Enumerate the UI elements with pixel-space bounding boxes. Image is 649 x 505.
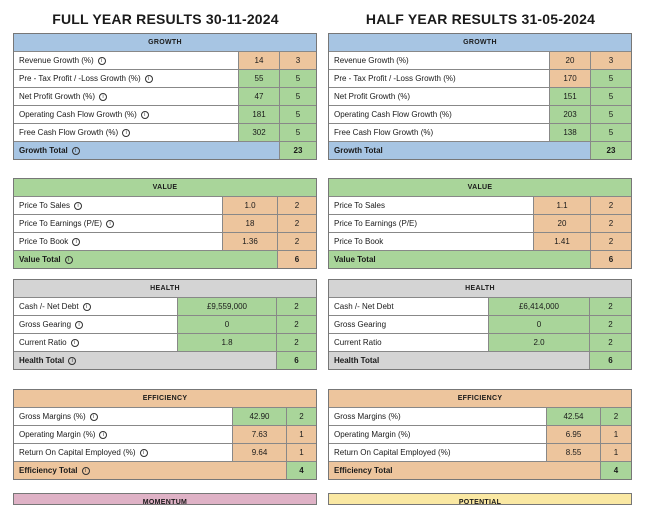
row-label: Pre - Tax Profit / -Loss Growth (%) <box>334 74 456 83</box>
table-row <box>329 407 631 425</box>
total-row <box>329 250 631 268</box>
row-score: 5 <box>590 70 631 87</box>
total-score: 6 <box>590 251 631 268</box>
row-value: 7.63 <box>232 426 286 443</box>
info-icon[interactable]: i <box>122 129 130 137</box>
row-label: Gross Margins (%) <box>19 412 86 421</box>
row-label: Free Cash Flow Growth (%) <box>19 128 119 137</box>
row-score: 2 <box>286 408 316 425</box>
info-icon[interactable]: i <box>90 413 98 421</box>
info-icon[interactable]: i <box>71 339 79 347</box>
row-value: 20 <box>533 215 590 232</box>
total-label: Efficiency Total <box>329 462 600 479</box>
row-value: 1.8 <box>177 334 276 351</box>
half-year-title: HALF YEAR RESULTS 31-05-2024 <box>365 11 596 27</box>
total-row <box>329 351 631 369</box>
info-icon[interactable]: i <box>82 467 90 475</box>
row-value: 1.1 <box>533 197 590 214</box>
value-header: VALUE <box>329 179 631 196</box>
row-label: Return On Capital Employed (%) <box>19 448 136 457</box>
row-value: £6,414,000 <box>488 298 589 315</box>
row-score: 1 <box>286 444 316 461</box>
total-label: Growth Total <box>19 146 68 155</box>
table-row <box>329 123 631 141</box>
table-row <box>329 51 631 69</box>
row-label: Gross Margins (%) <box>329 408 546 425</box>
row-label: Free Cash Flow Growth (%) <box>334 128 434 137</box>
table-row <box>329 214 631 232</box>
table-row <box>14 105 316 123</box>
total-label: Efficiency Total <box>19 466 78 475</box>
row-value: 8.55 <box>546 444 600 461</box>
health-table <box>13 279 317 370</box>
row-score: 2 <box>589 298 631 315</box>
row-score: 5 <box>590 124 631 141</box>
table-row <box>329 443 631 461</box>
row-label: Operating Margin (%) <box>329 426 546 443</box>
full-year-title: FULL YEAR RESULTS 30-11-2024 <box>52 11 279 27</box>
row-score: 2 <box>590 197 631 214</box>
row-score: 2 <box>277 215 316 232</box>
row-label: Operating Cash Flow Growth (%) <box>19 110 137 119</box>
row-value: 42.90 <box>232 408 286 425</box>
table-row <box>329 87 631 105</box>
table-row <box>14 232 316 250</box>
info-icon[interactable]: i <box>98 57 106 65</box>
row-value: 1.36 <box>222 233 277 250</box>
info-icon[interactable]: i <box>99 93 107 101</box>
total-score: 23 <box>279 142 316 159</box>
row-score: 3 <box>279 52 316 69</box>
momentum-header: MOMENTUM <box>14 494 316 505</box>
row-value: 302 <box>238 124 279 141</box>
info-icon[interactable]: i <box>140 449 148 457</box>
info-icon[interactable]: i <box>106 220 114 228</box>
row-score: 2 <box>276 334 316 351</box>
total-label: Growth Total <box>329 142 590 159</box>
table-row <box>14 407 316 425</box>
total-label: Value Total <box>329 251 590 268</box>
row-score: 5 <box>279 124 316 141</box>
table-row <box>14 333 316 351</box>
value-header: VALUE <box>14 179 316 196</box>
row-label: Current Ratio <box>329 334 488 351</box>
row-score: 2 <box>277 233 316 250</box>
total-score: 23 <box>590 142 631 159</box>
total-score: 4 <box>600 462 631 479</box>
row-label: Current Ratio <box>19 338 67 347</box>
row-label: Net Profit Growth (%) <box>334 92 411 101</box>
growth-header: GROWTH <box>329 34 631 51</box>
info-icon[interactable]: i <box>83 303 91 311</box>
row-score: 2 <box>590 233 631 250</box>
row-score: 2 <box>600 408 631 425</box>
total-row <box>329 141 631 159</box>
table-row <box>14 315 316 333</box>
info-icon[interactable]: i <box>74 202 82 210</box>
total-row <box>14 351 316 369</box>
info-icon[interactable]: i <box>72 238 80 246</box>
info-icon[interactable]: i <box>75 321 83 329</box>
row-score: 5 <box>279 88 316 105</box>
row-score: 5 <box>279 70 316 87</box>
row-label: Revenue Growth (%) <box>334 56 409 65</box>
table-row <box>329 69 631 87</box>
row-label: Gross Gearing <box>329 316 488 333</box>
info-icon[interactable]: i <box>145 75 153 83</box>
row-label: Net Profit Growth (%) <box>19 92 96 101</box>
info-icon[interactable]: i <box>141 111 149 119</box>
table-row <box>329 297 631 315</box>
table-row <box>329 315 631 333</box>
row-value: 6.95 <box>546 426 600 443</box>
row-score: 2 <box>277 197 316 214</box>
row-value: 1.0 <box>222 197 277 214</box>
row-value: 2.0 <box>488 334 589 351</box>
efficiency-table <box>13 389 317 480</box>
row-value: 203 <box>549 106 590 123</box>
row-score: 2 <box>589 334 631 351</box>
row-label: Operating Margin (%) <box>19 430 96 439</box>
row-label: Gross Gearing <box>19 320 72 329</box>
growth-table <box>13 33 317 160</box>
row-value: 0 <box>177 316 276 333</box>
row-score: 1 <box>286 426 316 443</box>
row-label: Return On Capital Employed (%) <box>329 444 546 461</box>
row-score: 1 <box>600 426 631 443</box>
row-score: 3 <box>590 52 631 69</box>
table-row <box>14 87 316 105</box>
row-value: 47 <box>238 88 279 105</box>
row-value: 9.64 <box>232 444 286 461</box>
health-header: HEALTH <box>14 280 316 297</box>
momentum-table <box>13 493 317 505</box>
row-score: 2 <box>276 298 316 315</box>
efficiency-header: EFFICIENCY <box>329 390 631 407</box>
total-row <box>14 141 316 159</box>
row-score: 5 <box>590 106 631 123</box>
growth-table <box>328 33 632 160</box>
row-score: 5 <box>279 106 316 123</box>
total-row <box>329 461 631 479</box>
row-value: 1.41 <box>533 233 590 250</box>
total-row <box>14 250 316 268</box>
row-value: 18 <box>222 215 277 232</box>
table-row <box>14 214 316 232</box>
row-label: Price To Sales <box>329 197 533 214</box>
table-row <box>14 51 316 69</box>
row-value: 170 <box>549 70 590 87</box>
table-row <box>14 425 316 443</box>
row-label: Price To Earnings (P/E) <box>19 219 102 228</box>
total-label: Health Total <box>329 352 589 369</box>
potential-table <box>328 493 632 505</box>
row-score: 2 <box>276 316 316 333</box>
total-label: Value Total <box>19 255 61 264</box>
table-row <box>329 196 631 214</box>
row-value: 20 <box>549 52 590 69</box>
table-row <box>14 297 316 315</box>
efficiency-header: EFFICIENCY <box>14 390 316 407</box>
row-label: Price To Earnings (P/E) <box>329 215 533 232</box>
row-value: 0 <box>488 316 589 333</box>
row-score: 2 <box>590 215 631 232</box>
info-icon[interactable]: i <box>72 147 80 155</box>
table-row <box>14 443 316 461</box>
row-value: 151 <box>549 88 590 105</box>
total-score: 4 <box>286 462 316 479</box>
info-icon[interactable]: i <box>65 256 73 264</box>
total-score: 6 <box>589 352 631 369</box>
row-label: Pre - Tax Profit / -Loss Growth (%) <box>19 74 141 83</box>
row-score: 1 <box>600 444 631 461</box>
value-table <box>13 178 317 269</box>
table-row <box>14 123 316 141</box>
value-table <box>328 178 632 269</box>
info-icon[interactable]: i <box>68 357 76 365</box>
efficiency-table <box>328 389 632 480</box>
table-row <box>329 425 631 443</box>
total-score: 6 <box>276 352 316 369</box>
potential-header: POTENTIAL <box>329 494 631 505</box>
row-label: Operating Cash Flow Growth (%) <box>334 110 452 119</box>
row-value: 55 <box>238 70 279 87</box>
row-label: Cash /- Net Debt <box>329 298 488 315</box>
total-row <box>14 461 316 479</box>
row-label: Price To Sales <box>19 201 70 210</box>
table-row <box>329 333 631 351</box>
health-table <box>328 279 632 370</box>
row-label: Price To Book <box>329 233 533 250</box>
table-row <box>329 232 631 250</box>
table-row <box>14 196 316 214</box>
health-header: HEALTH <box>329 280 631 297</box>
row-score: 5 <box>590 88 631 105</box>
growth-header: GROWTH <box>14 34 316 51</box>
row-label: Revenue Growth (%) <box>19 56 94 65</box>
table-row <box>14 69 316 87</box>
row-value: 14 <box>238 52 279 69</box>
row-value: 138 <box>549 124 590 141</box>
row-value: 181 <box>238 106 279 123</box>
row-score: 2 <box>589 316 631 333</box>
row-label: Cash /- Net Debt <box>19 302 79 311</box>
info-icon[interactable]: i <box>99 431 107 439</box>
row-value: 42.54 <box>546 408 600 425</box>
row-value: £9,559,000 <box>177 298 276 315</box>
table-row <box>329 105 631 123</box>
total-label: Health Total <box>19 356 65 365</box>
total-score: 6 <box>277 251 316 268</box>
row-label: Price To Book <box>19 237 69 246</box>
